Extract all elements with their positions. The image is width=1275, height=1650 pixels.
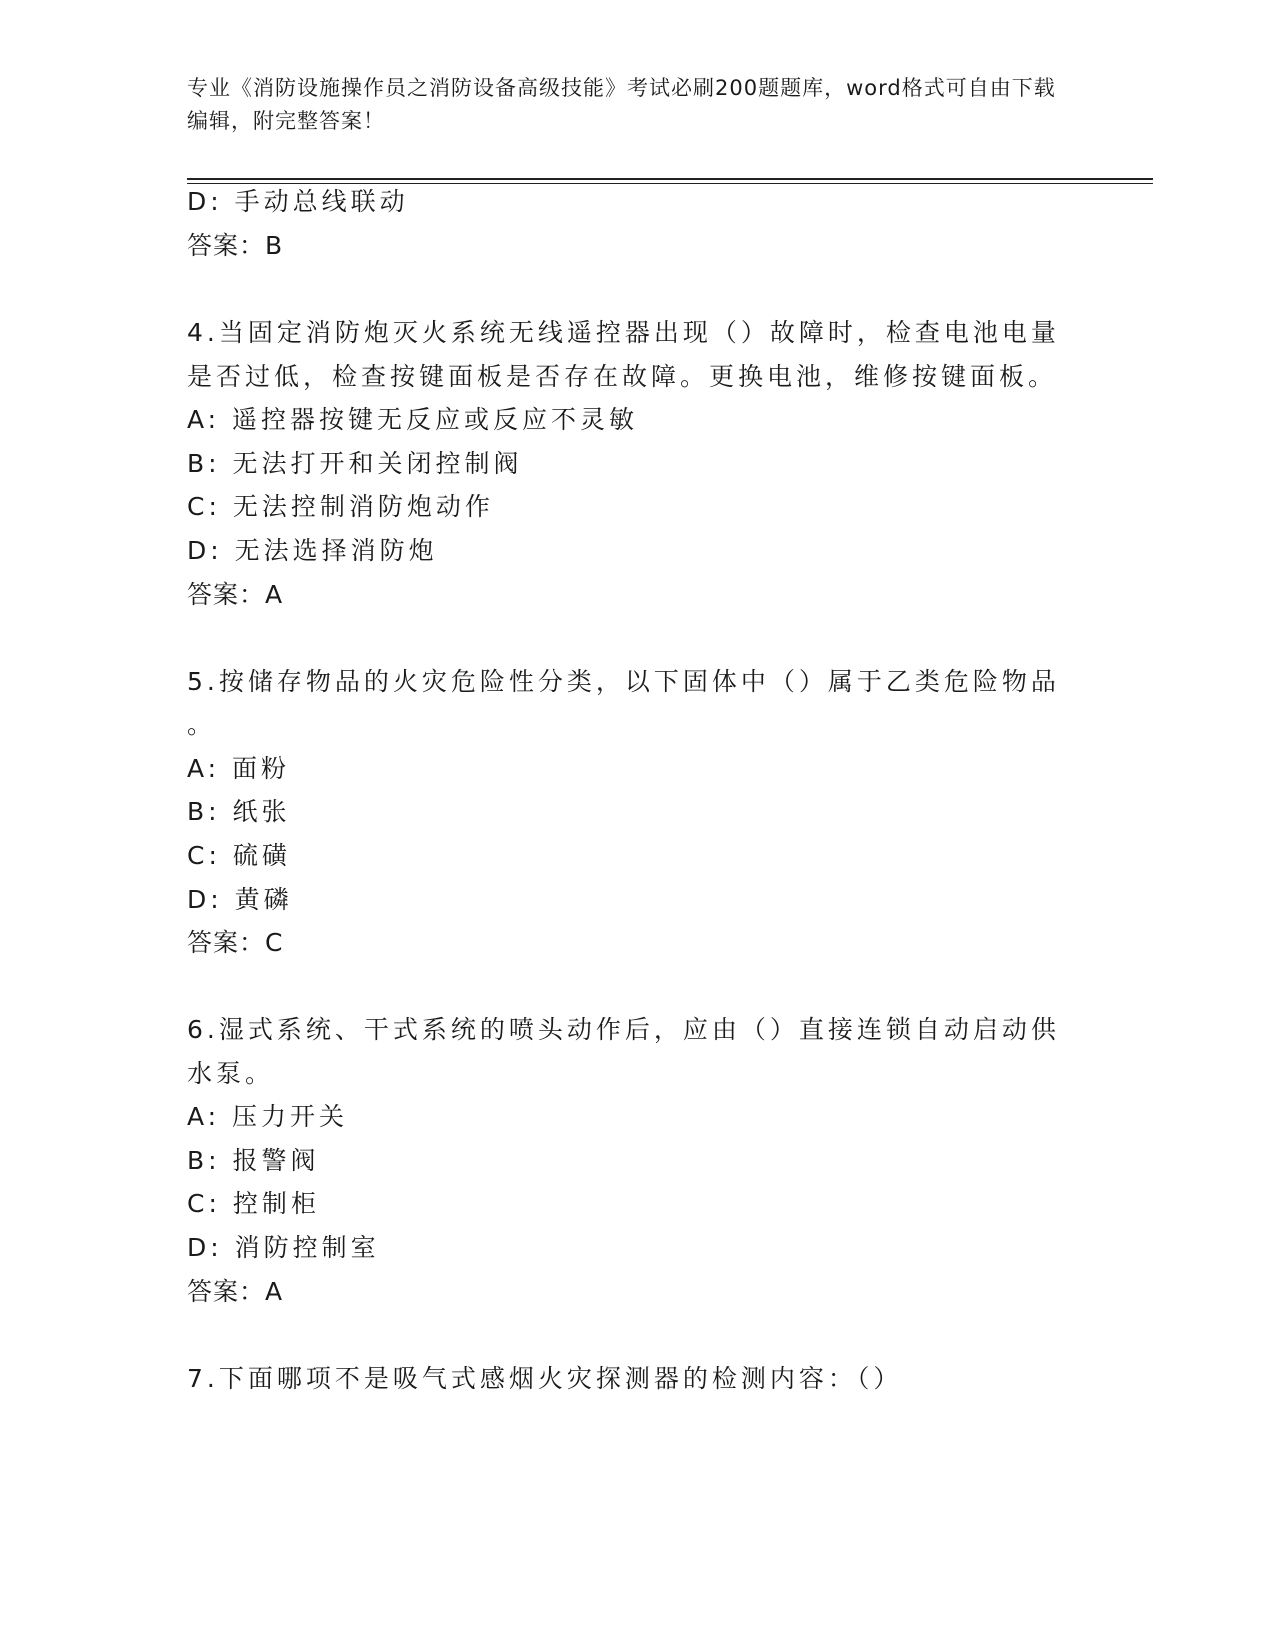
option-d: D: 黄磷 <box>187 885 293 914</box>
answer: 答案：C <box>187 928 284 957</box>
answer: 答案：A <box>187 580 284 609</box>
option-d: D: 无法选择消防炮 <box>187 536 438 565</box>
question-stem: 水泵。 <box>187 1059 275 1088</box>
question-stem: 5.按储存物品的火灾危险性分类，以下固体中（）属于乙类危险物品 <box>187 667 1060 696</box>
page-header: 专业《消防设施操作员之消防设备高级技能》考试必刷200题题库，word格式可自由下载编辑，附完整答案！ <box>187 76 1056 133</box>
question-stem: 7.下面哪项不是吸气式感烟火灾探测器的检测内容：（） <box>187 1364 903 1393</box>
option-d: D: 消防控制室 <box>187 1233 380 1262</box>
option-c: C: 控制柜 <box>187 1189 320 1218</box>
option-b: B: 报警阀 <box>187 1146 320 1175</box>
answer: 答案：B <box>187 231 284 260</box>
question-stem: 4.当固定消防炮灭火系统无线遥控器出现（）故障时，检查电池电量 <box>187 318 1060 347</box>
option-a: A: 遥控器按键无反应或反应不灵敏 <box>187 405 639 434</box>
header-rule <box>187 178 1153 180</box>
header-rule-thin <box>187 183 1153 184</box>
question-stem: 是否过低，检查按键面板是否存在故障。更换电池，维修按键面板。 <box>187 362 1058 391</box>
option-b: B: 纸张 <box>187 797 291 826</box>
answer: 答案：A <box>187 1277 284 1306</box>
option-c: C: 无法控制消防炮动作 <box>187 492 494 521</box>
question-stem: 。 <box>187 710 217 739</box>
option-a: A: 压力开关 <box>187 1102 349 1131</box>
question-stem: 6.湿式系统、干式系统的喷头动作后，应由（）直接连锁自动启动供 <box>187 1015 1060 1044</box>
option-a: A: 面粉 <box>187 754 291 783</box>
option-b: B: 无法打开和关闭控制阀 <box>187 449 523 478</box>
option-d: D: 手动总线联动 <box>187 187 409 216</box>
option-c: C: 硫磺 <box>187 841 291 870</box>
